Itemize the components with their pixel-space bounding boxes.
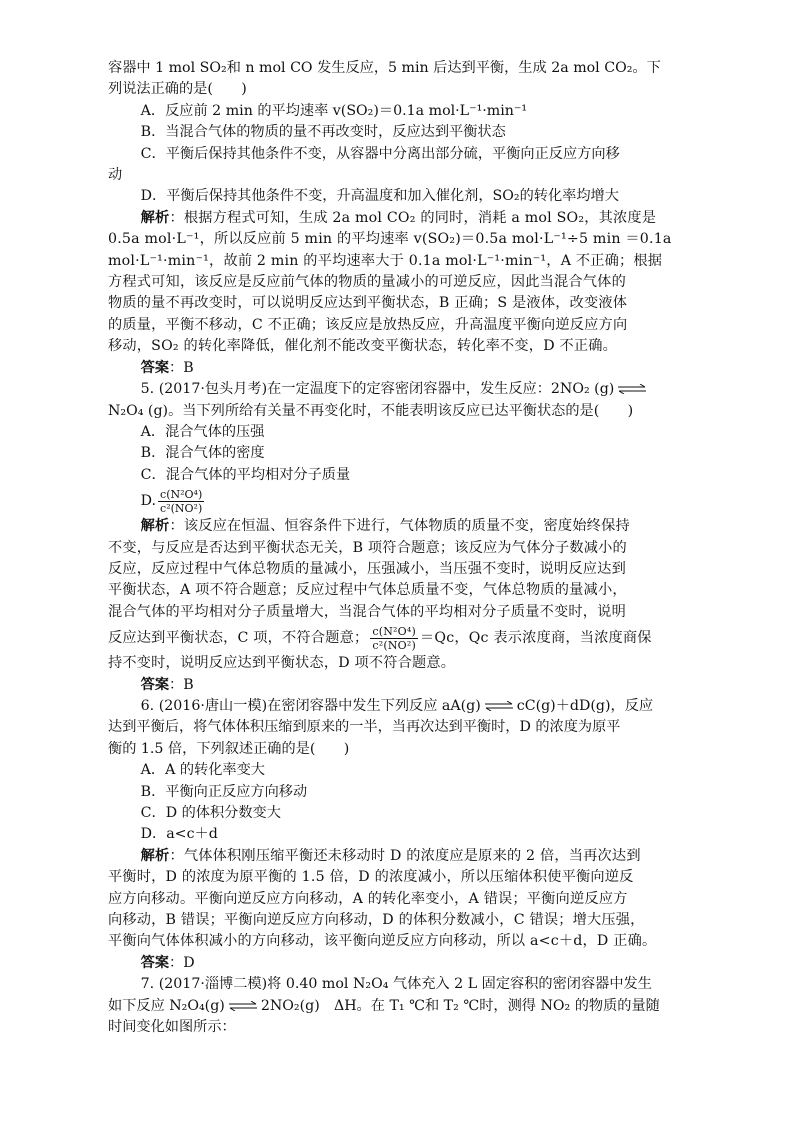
q4-explanation-line-6: 的质量，平衡不移动，C 不正确；该反应是放热反应，升高温度平衡向逆反应方向 (108, 316, 628, 333)
q6-answer (108, 953, 686, 974)
q4-option-b: B．当混合气体的物质的量不再改变时，反应达到平衡状态 (140, 124, 506, 141)
explanation-label: 解析 (140, 209, 170, 226)
q5-explanation-text: ：该反应在恒温、恒容条件下进行，气体物质的质量不变，密度始终保持 (169, 518, 630, 535)
q5-stem-text: 5. (2017·包头月考)在一定温度下的定容密闭容器中，发生反应：2NO₂ (g) (140, 381, 615, 398)
equilibrium-arrow-icon (228, 1001, 258, 1011)
q6-stem-line-2: 达到平衡后，将气体体积压缩到原来的一半，当再次达到平衡时，D 的浓度为原平 (108, 719, 621, 736)
q5-answer-value: ：B (169, 676, 194, 693)
q5-explanation-line-6 (108, 623, 686, 653)
q5-option-b: B．混合气体的密度 (140, 445, 265, 462)
q6-explanation-line-3: 应方向移动。平衡向逆反应方向移动，A 的转化率变小，A 错误；平衡向逆反应方 (108, 890, 628, 907)
q6-option-c: C．D 的体积分数变大 (140, 805, 281, 821)
fraction-numerator: c(N²O⁴) (160, 487, 203, 501)
q4-intro-line-2: 列说法正确的是( ) (108, 81, 247, 98)
concentration-fraction (158, 488, 204, 515)
document-page (108, 58, 686, 1038)
q4-answer (108, 358, 686, 379)
q4-explanation-text: ：根据方程式可知，生成 2a mol CO₂ 的同时，消耗 a mol SO₂，其浓度是 (169, 209, 657, 226)
q6-explanation-line-5: 平衡向气体体积减小的方向移动，该平衡向逆反应方向移动，所以 a<c＋d，D 正确。 (108, 933, 657, 950)
fraction-denominator: c²(NO²) (372, 638, 416, 652)
q4-explanation-line-2: 0.5a mol·L⁻¹，所以反应前 5 min 的平均速率 v(SO₂)＝0.5a mol·L⁻¹÷5 min ＝0.1a (108, 231, 672, 248)
q6-stem-line-3: 衡的 1.5 倍，下列叙述正确的是( ) (108, 740, 350, 757)
q7-stem-2b: 2NO₂(g) ΔH。在 T₁ ℃和 T₂ ℃时，测得 NO₂ 的物质的量随 (260, 997, 660, 1014)
q5-explanation-line-4: 平衡状态，A 项不符合题意；反应过程中气体总质量不变，气体总物质的量减小， (108, 582, 627, 599)
q6-explanation-line-1 (108, 846, 686, 867)
q4-answer-value: ：B (169, 359, 194, 376)
q5-option-d-prefix: D. (140, 493, 157, 510)
q4-explanation-line-3: mol·L⁻¹·min⁻¹，故前 2 min 的平均速率大于 0.1a mol·L⁻¹·min⁻¹，A 不正确；根据 (108, 252, 663, 269)
q5-explanation-line-3: 反应，反应过程中气体总物质的量减小，压强减小，当压强不变时，说明反应达到 (108, 560, 626, 577)
equilibrium-arrow-icon (617, 384, 647, 394)
q7-stem-line-3: 时间变化如图所示： (108, 1019, 236, 1036)
q5-option-c: C．混合气体的平均相对分子质量 (140, 466, 351, 483)
explanation-label: 解析 (140, 518, 170, 535)
explanation-label: 解析 (140, 847, 170, 864)
q5-stem-line-1 (108, 379, 686, 400)
q7-stem-line-1: 7. (2017·淄博二模)将 0.40 mol N₂O₄ 气体充入 2 L 固定容积的密闭容器中发生 (140, 976, 652, 993)
q4-explanation-line-7: 移动，SO₂ 的转化率降低，催化剂不能改变平衡状态，转化率不变，D 不正确。 (108, 338, 618, 355)
q5-explanation-line-2: 不变，与反应是否达到平衡状态无关，B 项符合题意；该反应为气体分子数减小的 (108, 539, 627, 556)
q7-stem-line-2 (108, 996, 686, 1017)
q5-stem-line-2: N₂O₄ (g)。当下列所给有关量不再变化时，不能表明该反应已达平衡状态的是( ) (108, 402, 634, 419)
fraction-numerator: c(N²O⁴) (372, 624, 416, 638)
q4-explanation-line-5: 物质的量不再改变时，可以说明反应达到平衡状态，B 正确；S 是液体，改变液体 (108, 295, 628, 312)
q5-explanation-6a: 反应达到平衡状态，C 项，不符合题意； (108, 630, 369, 647)
q4-option-a: A．反应前 2 min 的平均速率 v(SO₂)＝0.1a mol·L⁻¹·min⁻¹ (140, 102, 528, 119)
q4-explanation-line-1 (108, 208, 686, 229)
q6-option-d: D．a<c＋d (140, 826, 218, 843)
q7-stem-2a: 如下反应 N₂O₄(g) (108, 997, 225, 1014)
q6-option-b: B．平衡向正反应方向移动 (140, 783, 308, 800)
q6-answer-value: ：D (169, 954, 195, 971)
q5-explanation-6b: ＝Qc，Qc 表示浓度商，当浓度商保 (419, 630, 652, 647)
q6-stem-1a: 6. (2016·唐山一模)在密闭容器中发生下列反应 aA(g) (140, 697, 481, 714)
q5-option-a: A．混合气体的压强 (140, 423, 265, 440)
q4-option-d: D．平衡后保持其他条件不变，升高温度和加入催化剂，SO₂的转化率均增大 (140, 188, 619, 205)
q6-explanation-line-2: 平衡时，D 的浓度为原平衡的 1.5 倍，D 的浓度减小，所以压缩体积使平衡向逆反 (108, 869, 634, 886)
equilibrium-arrow-icon (484, 701, 514, 711)
answer-label: 答案 (140, 359, 170, 376)
q4-option-c-line-1: C．平衡后保持其他条件不变，从容器中分离出部分硫，平衡向正反应方向移 (140, 145, 620, 162)
q5-answer (108, 675, 686, 696)
q6-stem-line-1 (108, 696, 686, 717)
q4-intro-line-1: 容器中 1 mol SO₂和 n mol CO 发生反应，5 min 后达到平衡，生成 2a mol CO₂。下 (108, 60, 661, 76)
q6-option-a: A．A 的转化率变大 (140, 762, 265, 779)
q5-option-d (108, 486, 686, 516)
q4-explanation-line-4: 方程式可知，该反应是反应前气体的物质的量减小的可逆反应，因此当混合气体的 (108, 274, 626, 291)
answer-label: 答案 (140, 676, 170, 693)
q5-explanation-line-7: 持不变时，说明反应达到平衡状态，D 项不符合题意。 (108, 655, 456, 672)
concentration-fraction (370, 625, 418, 652)
answer-label: 答案 (140, 954, 170, 971)
q6-explanation-text: ：气体体积刚压缩平衡还未移动时 D 的浓度应是原来的 2 倍，当再次达到 (169, 847, 641, 864)
q6-stem-1b: cC(g)＋dD(g)，反应 (516, 697, 654, 714)
q5-explanation-line-1 (108, 516, 686, 537)
fraction-denominator: c²(NO²) (160, 501, 203, 515)
q5-explanation-line-5: 混合气体的平均相对分子质量增大，当混合气体的平均相对分子质量不变时，说明 (108, 603, 626, 620)
q4-option-c-line-2: 动 (108, 167, 123, 184)
q6-explanation-line-4: 向移动，B 错误；平衡向逆反应方向移动，D 的体积分数减小，C 错误；增大压强， (108, 912, 645, 929)
